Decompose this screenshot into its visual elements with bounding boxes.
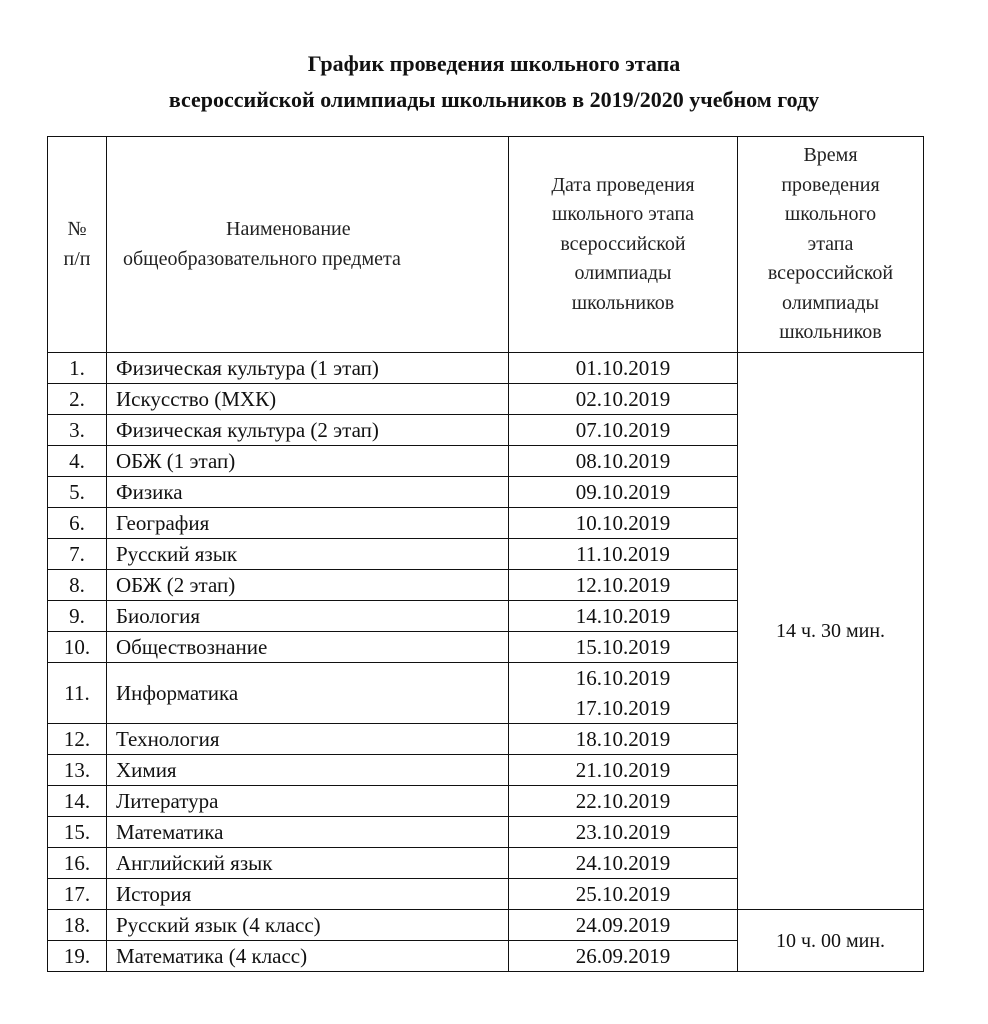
row-date-value: 16.10.2019 bbox=[575, 666, 671, 690]
row-number: 7. bbox=[48, 539, 107, 570]
row-subject: Литература bbox=[107, 786, 509, 817]
row-date bbox=[509, 601, 738, 632]
row-number: 15. bbox=[48, 817, 107, 848]
table-row bbox=[48, 910, 924, 941]
row-date-value: 24.10.2019 bbox=[575, 851, 671, 875]
row-subject: Русский язык (4 класс) bbox=[107, 910, 509, 941]
row-time: 14 ч. 30 мин. bbox=[738, 353, 924, 910]
row-number: 8. bbox=[48, 570, 107, 601]
row-number: 16. bbox=[48, 848, 107, 879]
row-number: 4. bbox=[48, 446, 107, 477]
row-date-value: 15.10.2019 bbox=[575, 635, 671, 659]
header-date-line: Дата проведения bbox=[551, 173, 695, 196]
row-date-value: 17.10.2019 bbox=[575, 696, 671, 720]
header-date-line: всероссийской bbox=[560, 232, 686, 255]
header-time bbox=[738, 137, 924, 353]
row-subject: Обществознание bbox=[107, 632, 509, 663]
header-number-line: п/п bbox=[63, 247, 91, 270]
page-title-line-2: всероссийской олимпиады школьников в 2019/2020 учебном году bbox=[168, 87, 820, 112]
row-number: 19. bbox=[48, 941, 107, 972]
row-date-value: 07.10.2019 bbox=[575, 418, 671, 442]
row-date-value: 26.09.2019 bbox=[575, 944, 671, 968]
row-date bbox=[509, 415, 738, 446]
row-date bbox=[509, 755, 738, 786]
row-date bbox=[509, 539, 738, 570]
row-subject: Физическая культура (1 этап) bbox=[107, 353, 509, 384]
table-body bbox=[48, 353, 924, 972]
row-date-value: 23.10.2019 bbox=[575, 820, 671, 844]
row-date bbox=[509, 508, 738, 539]
row-number: 14. bbox=[48, 786, 107, 817]
row-date bbox=[509, 817, 738, 848]
row-number: 18. bbox=[48, 910, 107, 941]
row-number: 2. bbox=[48, 384, 107, 415]
row-date bbox=[509, 879, 738, 910]
header-time-line: проведения bbox=[781, 173, 880, 196]
header-subject-line: общеобразовательного предмета bbox=[123, 247, 401, 270]
row-number: 17. bbox=[48, 879, 107, 910]
row-subject: ОБЖ (2 этап) bbox=[107, 570, 509, 601]
row-date bbox=[509, 632, 738, 663]
row-date-value: 25.10.2019 bbox=[575, 882, 671, 906]
row-date bbox=[509, 910, 738, 941]
row-date bbox=[509, 477, 738, 508]
header-date-line: школьников bbox=[571, 291, 675, 314]
header-time-line: олимпиады bbox=[782, 291, 879, 314]
row-date bbox=[509, 353, 738, 384]
header-date-line: школьного этапа bbox=[551, 203, 695, 226]
header-time-line: школьного bbox=[784, 203, 877, 225]
row-date bbox=[509, 663, 738, 724]
table-header bbox=[48, 137, 924, 353]
header-date-line: олимпиады bbox=[574, 262, 672, 285]
row-date bbox=[509, 941, 738, 972]
page-title-line-1: График проведения школьного этапа bbox=[307, 51, 681, 76]
row-date-value: 24.09.2019 bbox=[575, 913, 671, 937]
row-subject: Математика (4 класс) bbox=[107, 941, 509, 972]
row-date-value: 14.10.2019 bbox=[575, 604, 671, 628]
row-subject: Химия bbox=[107, 755, 509, 786]
row-time: 10 ч. 00 мин. bbox=[738, 910, 924, 972]
row-subject: География bbox=[107, 508, 509, 539]
row-number: 12. bbox=[48, 724, 107, 755]
row-date-value: 21.10.2019 bbox=[575, 758, 671, 782]
header-subject-line: Наименование bbox=[226, 218, 351, 240]
header-date bbox=[509, 137, 738, 353]
header-number bbox=[48, 137, 107, 353]
row-date-value: 22.10.2019 bbox=[575, 789, 671, 813]
row-date bbox=[509, 724, 738, 755]
row-number: 13. bbox=[48, 755, 107, 786]
row-date-value: 02.10.2019 bbox=[575, 387, 671, 411]
row-date-value: 12.10.2019 bbox=[575, 573, 671, 597]
row-number: 1. bbox=[48, 353, 107, 384]
row-date bbox=[509, 848, 738, 879]
row-subject: Информатика bbox=[107, 663, 509, 724]
header-time-line: школьников bbox=[779, 321, 882, 343]
row-date bbox=[509, 570, 738, 601]
row-subject: Искусство (МХК) bbox=[107, 384, 509, 415]
table-row bbox=[48, 353, 924, 384]
header-subject bbox=[107, 137, 509, 353]
row-date-value: 08.10.2019 bbox=[575, 449, 671, 473]
row-subject: История bbox=[107, 879, 509, 910]
schedule-table bbox=[47, 136, 924, 972]
row-number: 9. bbox=[48, 601, 107, 632]
row-date-value: 11.10.2019 bbox=[576, 542, 670, 566]
row-number: 3. bbox=[48, 415, 107, 446]
row-subject: Физическая культура (2 этап) bbox=[107, 415, 509, 446]
row-subject: Английский язык bbox=[107, 848, 509, 879]
row-subject: Физика bbox=[107, 477, 509, 508]
header-row bbox=[48, 137, 924, 353]
row-date bbox=[509, 446, 738, 477]
header-time-line: Время bbox=[803, 144, 858, 166]
row-number: 10. bbox=[48, 632, 107, 663]
header-number-line: № bbox=[67, 218, 87, 240]
row-subject: Русский язык bbox=[107, 539, 509, 570]
row-subject: ОБЖ (1 этап) bbox=[107, 446, 509, 477]
row-subject: Математика bbox=[107, 817, 509, 848]
row-number: 11. bbox=[48, 663, 107, 724]
header-time-line: этапа bbox=[807, 232, 854, 255]
row-number: 5. bbox=[48, 477, 107, 508]
row-subject: Биология bbox=[107, 601, 509, 632]
header-time-line: всероссийской bbox=[767, 262, 894, 284]
row-date bbox=[509, 384, 738, 415]
row-date-value: 01.10.2019 bbox=[575, 356, 671, 380]
row-date-value: 18.10.2019 bbox=[575, 727, 671, 751]
row-date bbox=[509, 786, 738, 817]
row-date-value: 09.10.2019 bbox=[575, 480, 671, 504]
row-subject: Технология bbox=[107, 724, 509, 755]
row-date-value: 10.10.2019 bbox=[575, 511, 671, 535]
row-number: 6. bbox=[48, 508, 107, 539]
